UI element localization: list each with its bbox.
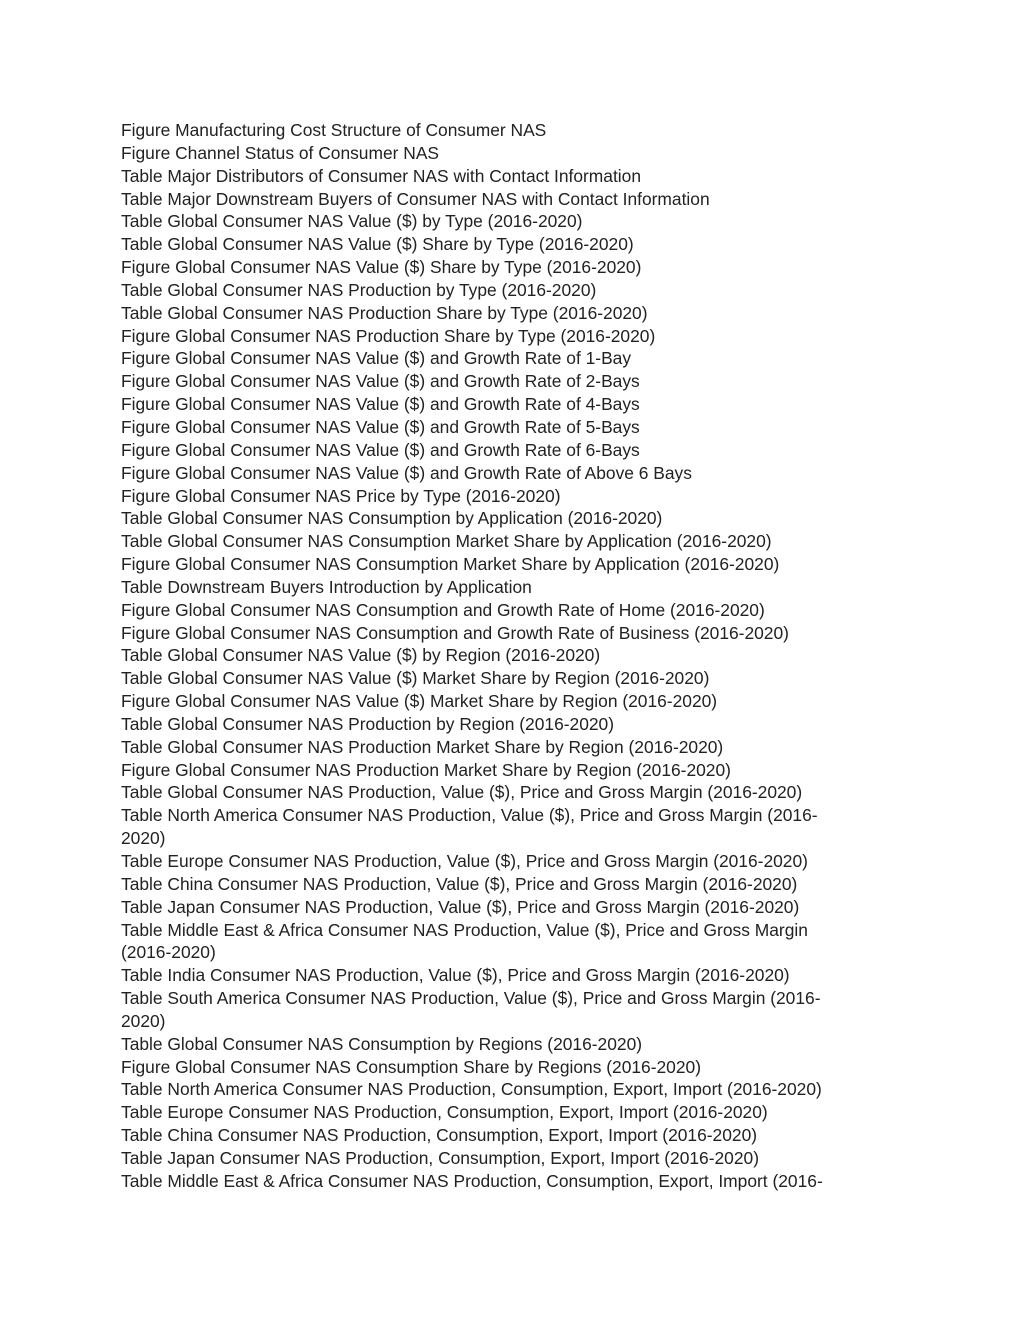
list-item: Table Global Consumer NAS Consumption by Application (2016-2020): [121, 508, 663, 529]
list-item: Table South America Consumer NAS Production, Value ($), Price and Gross Margin (2016-: [121, 988, 821, 1009]
list-item: Table Downstream Buyers Introduction by Application: [121, 576, 532, 597]
list-item: Table North America Consumer NAS Production, Value ($), Price and Gross Margin (2016-: [121, 805, 818, 826]
list-item: Figure Global Consumer NAS Consumption and Growth Rate of Business (2016-2020): [121, 622, 789, 643]
list-item: Table Global Consumer NAS Consumption by Regions (2016-2020): [121, 1033, 643, 1054]
list-item: Table North America Consumer NAS Production, Consumption, Export, Import (2016-2020): [121, 1079, 822, 1100]
list-item: Figure Global Consumer NAS Price by Type (2016-2020): [121, 485, 561, 506]
list-item: Table Middle East & Africa Consumer NAS Production, Consumption, Export, Import (2016-: [121, 1170, 823, 1191]
list-item: Table Japan Consumer NAS Production, Consumption, Export, Import (2016-2020): [121, 1147, 759, 1168]
list-item: Table Global Consumer NAS Production Share by Type (2016-2020): [121, 302, 648, 323]
list-item: Table Global Consumer NAS Consumption Market Share by Application (2016-2020): [121, 531, 772, 552]
list-item: Figure Global Consumer NAS Consumption and Growth Rate of Home (2016-2020): [121, 599, 765, 620]
list-item: Figure Global Consumer NAS Production Market Share by Region (2016-2020): [121, 759, 731, 780]
list-item: Table Global Consumer NAS Production, Value ($), Price and Gross Margin (2016-2020): [121, 782, 803, 803]
list-item: Figure Global Consumer NAS Value ($) and Growth Rate of 4-Bays: [121, 394, 640, 415]
list-item: Figure Global Consumer NAS Value ($) and Growth Rate of Above 6 Bays: [121, 462, 692, 483]
list-item: Figure Global Consumer NAS Value ($) and Growth Rate of 5-Bays: [121, 416, 640, 437]
list-item: Figure Manufacturing Cost Structure of Consumer NAS: [121, 120, 547, 140]
list-item: Table Major Downstream Buyers of Consumer NAS with Contact Information: [121, 188, 710, 209]
list-item: 2020): [121, 1010, 166, 1031]
list-item: Table Global Consumer NAS Production Market Share by Region (2016-2020): [121, 736, 724, 757]
list-item: Figure Channel Status of Consumer NAS: [121, 142, 440, 163]
list-item: Figure Global Consumer NAS Value ($) and Growth Rate of 2-Bays: [121, 371, 640, 392]
list-item: Table Global Consumer NAS Value ($) Share by Type (2016-2020): [121, 234, 634, 255]
list-item: Figure Global Consumer NAS Value ($) Share by Type (2016-2020): [121, 257, 642, 278]
list-item: Table China Consumer NAS Production, Consumption, Export, Import (2016-2020): [121, 1125, 758, 1146]
list-item: 2020): [121, 828, 166, 849]
list-item: Figure Global Consumer NAS Value ($) and Growth Rate of 1-Bay: [121, 348, 632, 369]
list-of-tables-and-figures: [121, 119, 881, 1193]
list-item: Table Middle East & Africa Consumer NAS Production, Value ($), Price and Gross Margin: [121, 919, 808, 940]
list-item: Table Europe Consumer NAS Production, Consumption, Export, Import (2016-2020): [121, 1102, 768, 1123]
list-item: Figure Global Consumer NAS Consumption Share by Regions (2016-2020): [121, 1056, 701, 1077]
list-item: Table India Consumer NAS Production, Value ($), Price and Gross Margin (2016-2020): [121, 965, 790, 986]
list-item: Table Global Consumer NAS Value ($) Market Share by Region (2016-2020): [121, 668, 710, 689]
list-item: Table Japan Consumer NAS Production, Value ($), Price and Gross Margin (2016-2020): [121, 896, 800, 917]
list-item: Table Global Consumer NAS Production by Type (2016-2020): [121, 279, 597, 300]
list-item: Figure Global Consumer NAS Value ($) Market Share by Region (2016-2020): [121, 691, 718, 712]
list-item: Table Global Consumer NAS Production by Region (2016-2020): [121, 713, 615, 734]
list-item: Table Major Distributors of Consumer NAS with Contact Information: [121, 165, 641, 186]
list-item: Table Global Consumer NAS Value ($) by Region (2016-2020): [121, 645, 601, 666]
list-item: Figure Global Consumer NAS Consumption Market Share by Application (2016-2020): [121, 554, 780, 575]
list-item: Table Global Consumer NAS Value ($) by Type (2016-2020): [121, 211, 583, 232]
list-item: Table Europe Consumer NAS Production, Value ($), Price and Gross Margin (2016-2020): [121, 851, 808, 871]
list-item: Figure Global Consumer NAS Value ($) and Growth Rate of 6-Bays: [121, 439, 640, 460]
list-item: Table China Consumer NAS Production, Value ($), Price and Gross Margin (2016-2020): [121, 873, 798, 894]
list-item: (2016-2020): [121, 942, 216, 963]
list-item: Figure Global Consumer NAS Production Share by Type (2016-2020): [121, 325, 656, 346]
